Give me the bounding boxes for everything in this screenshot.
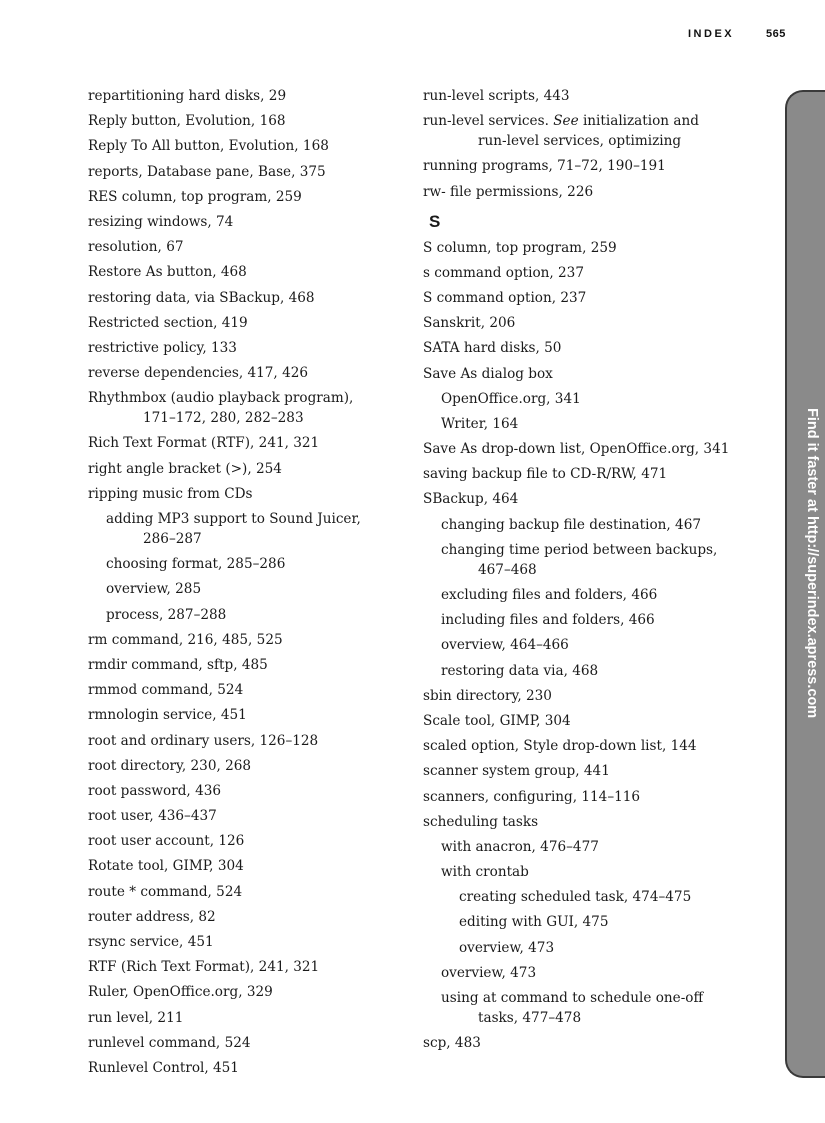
index-entry: route * command, 524 [88, 883, 243, 900]
index-entry: saving backup file to CD-R/RW, 471 [423, 466, 668, 483]
index-subentry: process, 287–288 [106, 606, 227, 623]
index-entry: router address, 82 [88, 908, 216, 925]
index-entry: scanner system group, 441 [423, 763, 610, 780]
index-entry: resolution, 67 [88, 239, 184, 256]
index-entry: Sanskrit, 206 [423, 315, 516, 332]
index-entry: sbin directory, 230 [423, 687, 552, 704]
index-entry: S command option, 237 [423, 289, 587, 306]
index-entry: Restore As button, 468 [88, 264, 247, 281]
index-entry: rmdir command, sftp, 485 [88, 656, 268, 673]
index-entry: Scale tool, GIMP, 304 [423, 712, 571, 729]
letter-section-heading: S [429, 211, 441, 231]
index-entry: SATA hard disks, 50 [423, 340, 562, 357]
index-entry: scheduling tasks [423, 813, 539, 830]
index-entry: root directory, 230, 268 [88, 757, 252, 774]
index-subentry: overview, 464–466 [441, 637, 569, 654]
index-entry: scp, 483 [423, 1035, 481, 1052]
index-entry: reverse dependencies, 417, 426 [88, 365, 309, 382]
index-subsubentry: creating scheduled task, 474–475 [459, 889, 692, 906]
index-entry: resizing windows, 74 [88, 213, 234, 230]
index-entry: s command option, 237 [423, 264, 584, 281]
index-entry: rmnologin service, 451 [88, 707, 247, 724]
index-entry: Reply To All button, Evolution, 168 [88, 138, 329, 155]
index-subentry: overview, 473 [441, 964, 537, 981]
index-subentry: using at command to schedule one-off tasks, 477–478 [441, 990, 704, 1026]
index-entry: Rotate tool, GIMP, 304 [88, 858, 244, 875]
index-subentry: choosing format, 285–286 [106, 556, 286, 573]
index-entry: root user account, 126 [88, 833, 245, 850]
index-subentry: changing time period between backups, 467–468 [441, 541, 718, 578]
index-entry: rsync service, 451 [88, 934, 214, 950]
index-entry: running programs, 71–72, 190–191 [423, 158, 666, 175]
index-subentry: including files and folders, 466 [441, 612, 655, 629]
index-subentry: changing backup file destination, 467 [441, 516, 702, 533]
index-subsubentry: overview, 473 [459, 939, 555, 956]
index-entry: Save As drop-down list, OpenOffice.org, 341 [423, 441, 730, 458]
index-entry: Ruler, OpenOffice.org, 329 [88, 984, 273, 1001]
index-entry: scaled option, Style drop-down list, 144 [423, 738, 697, 755]
index-entry: run level, 211 [88, 1009, 184, 1026]
index-subentry: excluding files and folders, 466 [441, 587, 658, 603]
index-subentry: overview, 285 [106, 581, 202, 598]
index-subentry: Writer, 164 [441, 415, 519, 432]
index-subentry: with anacron, 476–477 [441, 838, 599, 855]
index-entry: RTF (Rich Text Format), 241, 321 [88, 959, 320, 976]
index-entry: RES column, top program, 259 [88, 188, 302, 205]
thumb-tab-text: Find it faster at http://superindex.apress.com [804, 408, 820, 719]
index-subsubentry: editing with GUI, 475 [459, 914, 609, 931]
index-entry: root password, 436 [88, 782, 222, 799]
index-entry: reports, Database pane, Base, 375 [88, 163, 326, 180]
index-subentry: with crontab [441, 864, 529, 881]
index-entry: S column, top program, 259 [423, 239, 617, 256]
page-number: 565 [766, 28, 786, 40]
index-entry: rw- file permissions, 226 [423, 183, 594, 200]
index-entry: run-level services. See initialization and run-level services, optimizing [423, 113, 699, 150]
index-entry: rm command, 216, 485, 525 [88, 631, 283, 648]
running-header [0, 28, 816, 44]
index-entry: repartitioning hard disks, 29 [88, 88, 287, 104]
index-entry: Rhythmbox (audio playback program), 171–172, 280, 282–283 [88, 390, 354, 427]
index-entry: runlevel command, 524 [88, 1034, 251, 1051]
index-subentry: restoring data via, 468 [441, 662, 599, 679]
see-reference: See [553, 113, 579, 130]
index-column-left [88, 86, 388, 1083]
index-subentry: adding MP3 support to Sound Juicer, 286–287 [106, 511, 361, 547]
index-column-right [423, 86, 753, 1058]
index-entry: restrictive policy, 133 [88, 339, 237, 356]
index-entry: restoring data, via SBackup, 468 [88, 289, 315, 306]
header-title: INDEX [688, 28, 735, 40]
index-entry: right angle bracket (>), 254 [88, 460, 282, 477]
index-entry: root and ordinary users, 126–128 [88, 732, 319, 749]
index-entry: scanners, configuring, 114–116 [423, 788, 641, 805]
index-entry: run-level scripts, 443 [423, 88, 570, 104]
index-entry: rmmod command, 524 [88, 682, 244, 699]
index-entry: Rich Text Format (RTF), 241, 321 [88, 435, 320, 452]
index-entry: Save As dialog box [423, 365, 553, 382]
index-entry: Restricted section, 419 [88, 314, 248, 331]
index-entry: Reply button, Evolution, 168 [88, 113, 286, 130]
index-entry: root user, 436–437 [88, 808, 217, 825]
index-entry: Runlevel Control, 451 [88, 1059, 239, 1076]
index-entry: ripping music from CDs [88, 485, 253, 502]
index-subentry: OpenOffice.org, 341 [441, 390, 581, 407]
index-entry: SBackup, 464 [423, 491, 519, 508]
